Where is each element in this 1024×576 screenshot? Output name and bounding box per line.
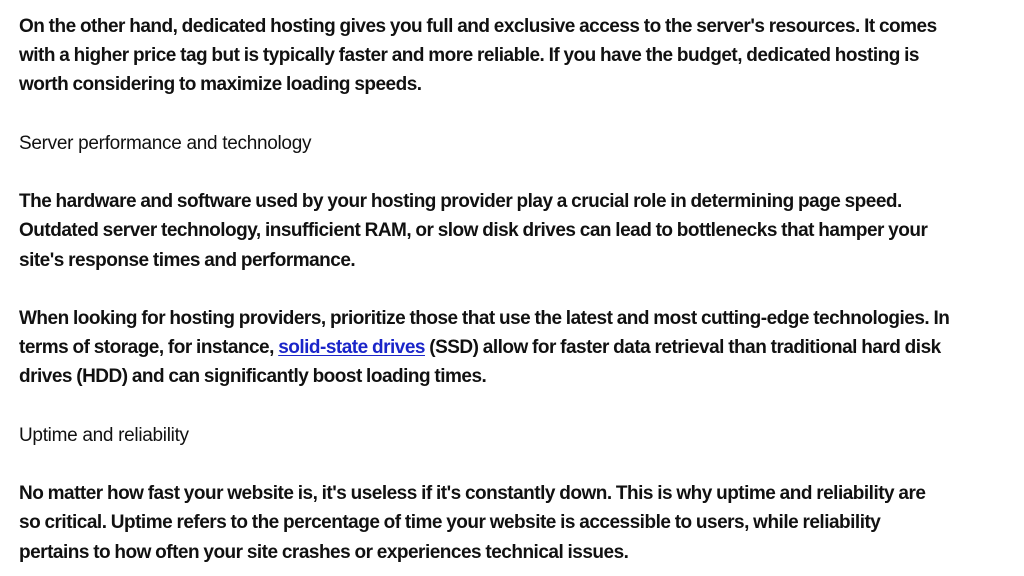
text-segment: terms of storage, for instance, bbox=[19, 337, 279, 359]
section-heading-uptime: Uptime and reliability bbox=[19, 424, 189, 446]
text-line: drives (HDD) and can significantly boost loading times. bbox=[19, 366, 487, 388]
text-line: worth considering to maximize loading speeds. bbox=[19, 74, 422, 96]
text-line bbox=[19, 333, 1010, 362]
text-line: When looking for hosting providers, prioritize those that use the latest and most cutting-edge technologies. In bbox=[19, 307, 950, 329]
paragraph-dedicated-hosting bbox=[19, 12, 1010, 100]
text-segment: (SSD) allow for faster data retrieval than traditional hard disk bbox=[424, 337, 941, 359]
paragraph-spacer bbox=[19, 158, 1010, 187]
text-line: No matter how fast your website is, it's useless if it's constantly down. This is why uptime and reliability are bbox=[19, 483, 926, 505]
paragraph-hosting-providers bbox=[19, 304, 1010, 392]
paragraph-uptime-reliability bbox=[19, 479, 1010, 567]
solid-state-drives-link[interactable]: solid-state drives bbox=[278, 337, 425, 359]
paragraph-spacer bbox=[19, 392, 1010, 421]
paragraph-spacer bbox=[19, 275, 1010, 304]
section-heading-server-performance: Server performance and technology bbox=[19, 132, 312, 154]
paragraph-spacer bbox=[19, 450, 1010, 479]
text-line: with a higher price tag but is typically faster and more reliable. If you have the budget, dedicated hosting is bbox=[19, 45, 919, 67]
text-line: site's response times and performance. bbox=[19, 249, 356, 271]
text-line: pertains to how often your site crashes or experiences technical issues. bbox=[19, 541, 629, 563]
text-line: On the other hand, dedicated hosting gives you full and exclusive access to the server's resources. It comes bbox=[19, 16, 937, 37]
paragraph-hardware-software bbox=[19, 187, 1010, 275]
paragraph-spacer bbox=[19, 100, 1010, 129]
text-line: The hardware and software used by your hosting provider play a crucial role in determining page speed. bbox=[19, 191, 902, 213]
text-line: so critical. Uptime refers to the percentage of time your website is accessible to users, while reliability bbox=[19, 512, 881, 534]
text-line: Outdated server technology, insufficient RAM, or slow disk drives can lead to bottlenecks that hamper your bbox=[19, 220, 928, 242]
